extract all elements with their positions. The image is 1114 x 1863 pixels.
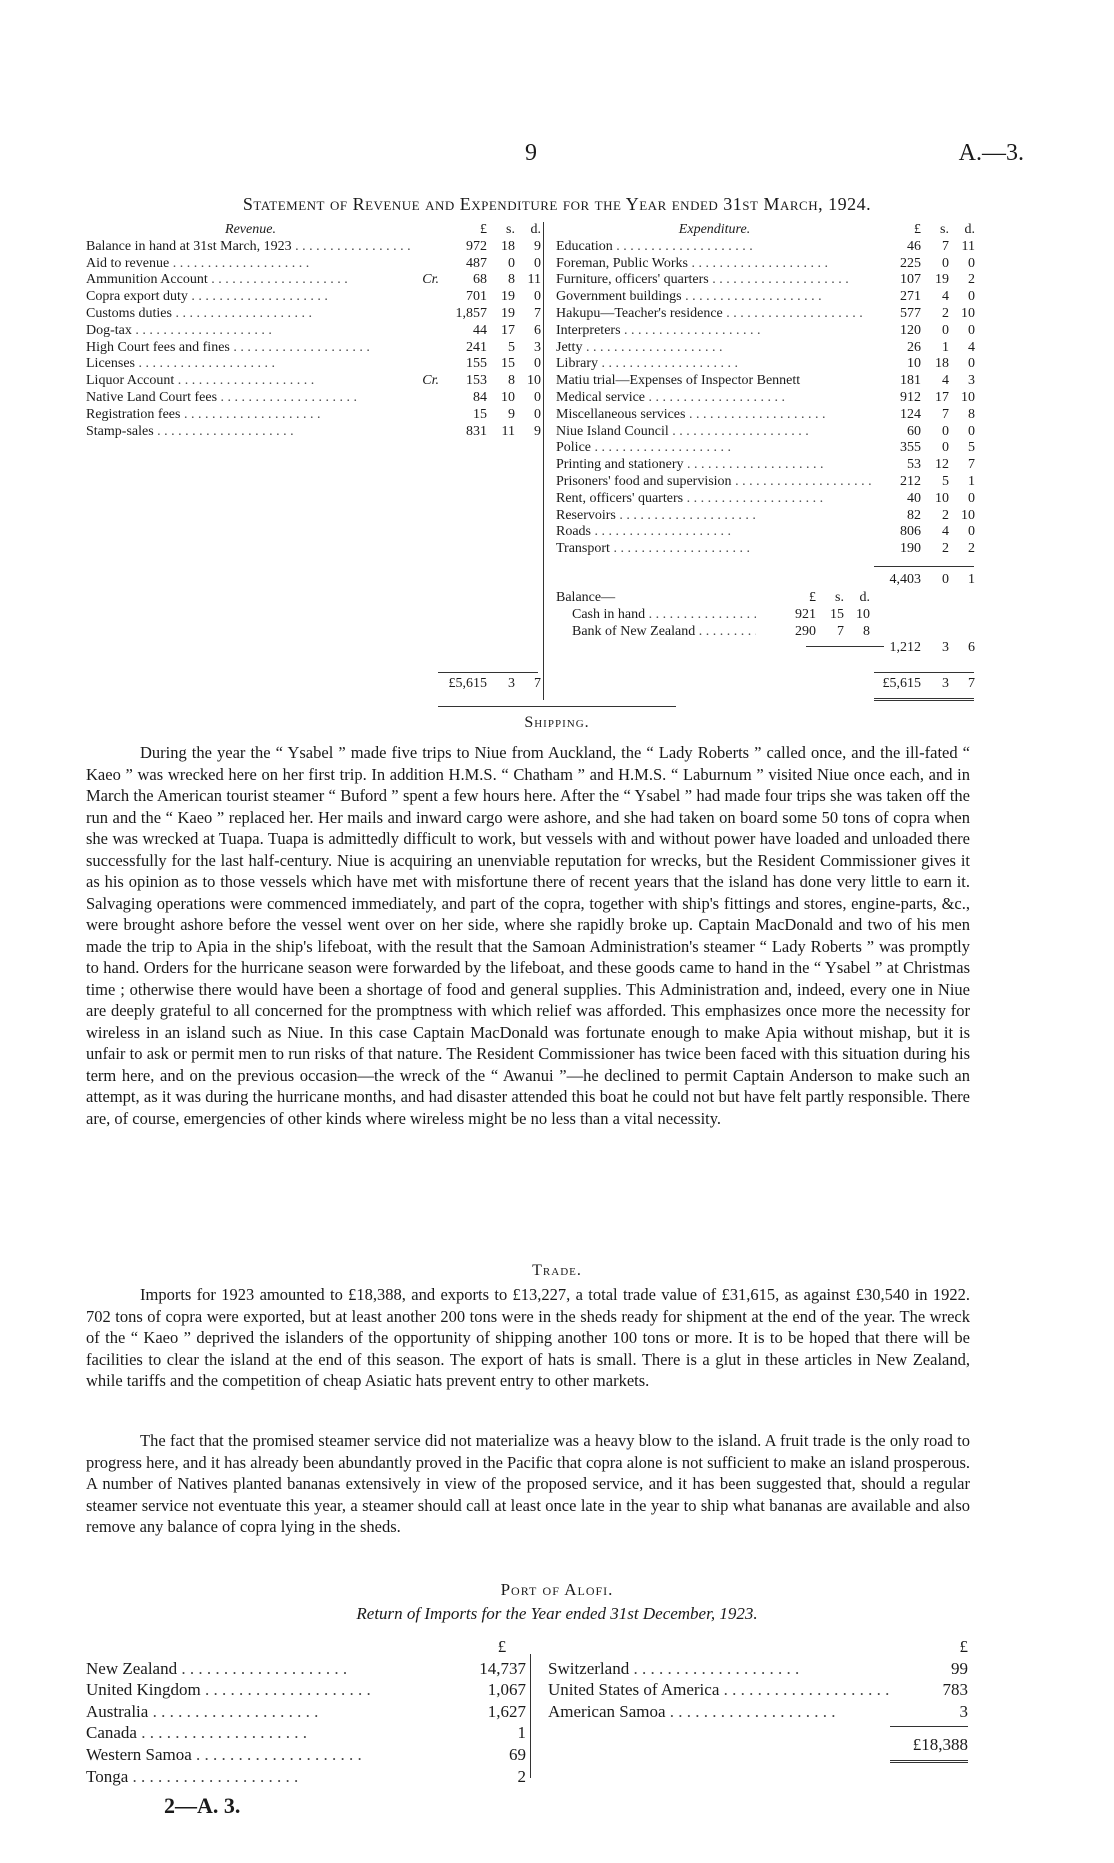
expenditure-pounds: 806 (900, 524, 921, 540)
expenditure-row (556, 440, 976, 457)
expenditure-total-row (556, 676, 976, 693)
expenditure-pounds: 212 (900, 473, 921, 489)
revenue-label: Stamp-sales . . (86, 424, 415, 441)
expenditure-pounds: 46 (907, 238, 921, 254)
expenditure-row (556, 457, 976, 474)
expenditure-total-pounds: £5,615 (882, 676, 921, 691)
trade-paragraph-1: Imports for 1923 amounted to £18,388, and exports to £13,227, a total trade value of £31,615, as against £30,540 in 1922. 702 tons of copra were exported, but at least another 200 tons were in the sheds ready for shipment at the end of the year. The wreck of the “ Kaeo ” deprived the islanders of the opportunity of shipping another 100 tons or more. It is to be hoped that there will be facilities to clear the island at the end of this season. The export of hats is small. There is a glut in these articles in New Zealand, while tariffs and the competition of cheap Asiatic hats prevent entry to other markets. (86, 1285, 970, 1390)
imports-right-table (548, 1636, 968, 1722)
revenue-label: Dog-tax . . (86, 323, 415, 340)
expenditure-shillings: 19 (935, 272, 949, 288)
expenditure-amount (873, 390, 975, 407)
trade-paragraph-2: The fact that the promised steamer service did not materialize was a heavy blow to the island. A fruit trade is the only road to progress here, and it has already been abundantly proved in the Pacific that copra alone is not sufficient to make an island prosperous. A number of Natives planted bananas extensively in view of the proposed service, and it has been suggested that, should a regular steamer service not eventuate this year, a steamer should call at least once late in the year to ship what bananas are available and also remove any balance of copra lying in the sheds. (86, 1431, 970, 1536)
import-country: Tonga . . (86, 1766, 448, 1788)
expenditure-row (556, 508, 976, 525)
revenue-prefix (415, 256, 439, 273)
expenditure-amount (873, 239, 975, 256)
expenditure-label: Furniture, officers' quarters . . (556, 272, 873, 289)
expenditure-table (556, 222, 976, 558)
expenditure-currency-header: £ s. d. (914, 222, 975, 237)
shipping-heading: Shipping. (524, 714, 590, 731)
revenue-label: Liquor Account . . (86, 373, 415, 390)
import-row (86, 1744, 526, 1766)
expenditure-shillings: 7 (942, 238, 949, 254)
import-amount: 3 (959, 1701, 968, 1721)
port-heading: Port of Alofi. (500, 1580, 614, 1599)
balance-item-pence: 10 (856, 606, 870, 622)
expenditure-amount (873, 306, 975, 323)
expenditure-pounds: 53 (907, 457, 921, 473)
balance-item-amount (756, 624, 870, 641)
expenditure-total-rule (874, 672, 974, 673)
expenditure-amount (873, 272, 975, 289)
balance-item-shillings: 15 (830, 606, 844, 622)
expenditure-label: Library . . (556, 356, 873, 373)
revenue-shillings: 17 (501, 322, 515, 338)
revenue-row (86, 340, 541, 357)
revenue-shillings: 5 (508, 339, 515, 355)
expenditure-row (556, 239, 976, 256)
expenditure-pounds: 181 (900, 373, 921, 389)
revenue-pounds: 84 (473, 389, 487, 405)
revenue-row (86, 323, 541, 340)
expenditure-pence: 0 (968, 423, 975, 439)
revenue-total-rule (438, 672, 538, 673)
revenue-row (86, 407, 541, 424)
revenue-pence: 0 (534, 289, 541, 305)
expenditure-pounds: 225 (900, 255, 921, 271)
expenditure-row (556, 390, 976, 407)
balance-row (556, 624, 976, 641)
revenue-total-pounds: £5,615 (448, 676, 487, 691)
balance-item-pounds: 290 (795, 623, 816, 639)
balance-item-pence: 8 (863, 623, 870, 639)
expenditure-double-rule (874, 698, 974, 701)
expenditure-pence: 0 (968, 289, 975, 305)
import-country: United Kingdom . . (86, 1679, 448, 1701)
statement-column-divider (543, 222, 544, 700)
revenue-row (86, 239, 541, 256)
expenditure-label: Interpreters . . (556, 323, 873, 340)
statement-title: Statement of Revenue and Expenditure for the Year ended 31st March, 1924. (242, 194, 872, 214)
expenditure-row (556, 340, 976, 357)
expenditure-shillings: 2 (942, 305, 949, 321)
expenditure-row (556, 306, 976, 323)
import-country: Australia . . (86, 1701, 448, 1723)
revenue-label: Ammunition Account . . (86, 272, 415, 289)
expenditure-pounds: 190 (900, 541, 921, 557)
revenue-pounds: 701 (466, 289, 487, 305)
expenditure-heading: Expenditure. (678, 222, 751, 237)
expenditure-shillings: 4 (942, 289, 949, 305)
revenue-amount (415, 340, 541, 357)
revenue-prefix: Cr. (422, 272, 439, 288)
expenditure-pence: 3 (968, 373, 975, 389)
revenue-label: Customs duties . . (86, 306, 415, 323)
import-country: New Zealand . . (86, 1658, 448, 1680)
import-row (548, 1701, 968, 1723)
balance-block (556, 590, 976, 640)
expenditure-row (556, 272, 976, 289)
expenditure-row (556, 524, 976, 541)
import-amount: 2 (517, 1766, 526, 1786)
balance-total-pounds: 1,212 (889, 640, 921, 655)
expenditure-pence: 8 (968, 406, 975, 422)
imports-total-row (548, 1734, 968, 1756)
expenditure-subtotal-rule (874, 566, 974, 567)
revenue-shillings: 19 (501, 305, 515, 321)
revenue-shillings: 8 (508, 272, 515, 288)
revenue-currency-header: £ s. d. (480, 222, 541, 237)
revenue-pounds: 153 (466, 373, 487, 389)
expenditure-amount (873, 373, 975, 390)
revenue-prefix (415, 323, 439, 340)
expenditure-amount (873, 356, 975, 373)
revenue-total-row (86, 676, 541, 693)
expenditure-shillings: 4 (942, 524, 949, 540)
expenditure-pounds: 124 (900, 406, 921, 422)
revenue-prefix (415, 239, 439, 256)
revenue-pence: 10 (527, 373, 541, 389)
revenue-prefix (415, 390, 439, 407)
expenditure-row (556, 424, 976, 441)
revenue-label: Registration fees . . (86, 407, 415, 424)
expenditure-amount (873, 323, 975, 340)
imports-left-table (86, 1636, 526, 1787)
revenue-pounds: 487 (466, 255, 487, 271)
expenditure-label: Reservoirs . . (556, 508, 873, 525)
expenditure-row (556, 491, 976, 508)
import-row (548, 1658, 968, 1680)
expenditure-amount (873, 474, 975, 491)
balance-row (556, 607, 976, 624)
balance-item-pounds: 921 (795, 606, 816, 622)
balance-label: Balance— (556, 590, 616, 605)
expenditure-label: Hakupu—Teacher's residence . . (556, 306, 873, 323)
balance-item-label: Cash in hand . . (556, 607, 756, 624)
expenditure-amount (873, 407, 975, 424)
revenue-row (86, 390, 541, 407)
imports-total-rule (890, 1726, 968, 1727)
imports-right-currency: £ (959, 1637, 968, 1656)
revenue-label: Balance in hand at 31st March, 1923 . . (86, 239, 415, 256)
expenditure-amount (873, 340, 975, 357)
expenditure-subtotal-pounds: 4,403 (889, 572, 921, 587)
balance-total-shillings: 3 (942, 640, 949, 655)
expenditure-amount (873, 440, 975, 457)
expenditure-amount (873, 508, 975, 525)
expenditure-shillings: 0 (942, 322, 949, 338)
revenue-shillings: 11 (501, 423, 515, 439)
revenue-shillings: 15 (501, 356, 515, 372)
import-amount: 69 (509, 1744, 526, 1764)
import-row (86, 1766, 526, 1788)
expenditure-pence: 2 (968, 272, 975, 288)
revenue-label: High Court fees and fines . . (86, 340, 415, 357)
imports-column-divider (530, 1654, 531, 1778)
revenue-amount (415, 407, 541, 424)
revenue-pence: 7 (534, 305, 541, 321)
expenditure-label: Transport . . (556, 541, 873, 558)
revenue-pounds: 44 (473, 322, 487, 338)
document-reference: A.—3. (958, 140, 1024, 166)
revenue-prefix (415, 356, 439, 373)
expenditure-label: Medical service . . (556, 390, 873, 407)
expenditure-pence: 5 (968, 440, 975, 456)
balance-total-pence: 6 (968, 640, 975, 655)
expenditure-label: Jetty . . (556, 340, 873, 357)
balance-total-row (556, 640, 976, 657)
revenue-row (86, 289, 541, 306)
expenditure-label: Education . . (556, 239, 873, 256)
import-amount: 1 (517, 1723, 526, 1743)
import-amount: 1,627 (487, 1701, 526, 1721)
expenditure-shillings: 4 (942, 373, 949, 389)
expenditure-amount (873, 289, 975, 306)
expenditure-row (556, 256, 976, 273)
expenditure-pence: 11 (961, 238, 975, 254)
revenue-shillings: 8 (508, 373, 515, 389)
expenditure-shillings: 5 (942, 473, 949, 489)
revenue-label: Licenses . . (86, 356, 415, 373)
balance-currency-header: £ s. d. (809, 590, 870, 605)
expenditure-subtotal-pence: 1 (968, 572, 975, 587)
expenditure-row (556, 323, 976, 340)
import-country: United States of America . . (548, 1679, 890, 1701)
expenditure-pounds: 271 (900, 289, 921, 305)
expenditure-pence: 10 (961, 507, 975, 523)
expenditure-row (556, 289, 976, 306)
expenditure-row (556, 407, 976, 424)
revenue-pence: 0 (534, 356, 541, 372)
expenditure-total-pence: 7 (968, 676, 975, 691)
balance-item-label: Bank of New Zealand . . (556, 624, 756, 641)
expenditure-label: Roads . . (556, 524, 873, 541)
revenue-shillings: 10 (501, 389, 515, 405)
statement-end-rule (438, 706, 676, 707)
revenue-pounds: 972 (466, 238, 487, 254)
expenditure-amount (873, 457, 975, 474)
revenue-row (86, 306, 541, 323)
expenditure-pounds: 120 (900, 322, 921, 338)
expenditure-shillings: 17 (935, 389, 949, 405)
import-amount: 1,067 (487, 1680, 526, 1700)
expenditure-row (556, 474, 976, 491)
import-amount: 14,737 (479, 1658, 526, 1678)
import-country: Canada . . (86, 1722, 448, 1744)
expenditure-pence: 2 (968, 541, 975, 557)
shipping-paragraph: During the year the “ Ysabel ” made five trips to Niue from Auckland, the “ Lady Roberts ” called once, and the ill-fated “ Kaeo ” was wrecked here on her first trip. In addition H.M.S. “ Chatham ” and H.M.S. “ Laburnum ” visited Niue once each, and in March the American tourist steamer “ Buford ” spent a few hours here. After the “ Ysabel ” had made four trips she was taken off the run and the “ Kaeo ” replaced her. Her mails and inward cargo were ashore, and she had taken on board some 50 tons of copra when she was wrecked at Tuapa. Tuapa is admittedly difficult to work, but vessels with and without power have loaded and unloaded there successfully for the last half-century. Niue is acquiring an unenviable reputation for wrecks, but the Resident Commissioner gives it as his opinion as to those vessels which have met with misfortune there of recent years that the island has done very little to earn it. Salvaging operations were commenced immediately, and part of the copra, together with ship's fittings and stores, engine-parts, &c., were brought ashore before the vessel went over on her side, where she rapidly broke up. Captain MacDonald and two of his men made the trip to Apia in the ship's lifeboat, with the result that the Samoan Administration's steamer “ Lady Roberts ” was promptly to hand. Orders for the hurricane season were forwarded by the lifeboat, and these goods came to hand in the “ Ysabel ” at Christmas time ; otherwise there would have been a shortage of food and general supplies. This Administration and, indeed, every one in Niue are deeply grateful to all concerned for the promptness with which relief was afforded. This emphasizes once more the necessity for wireless in an island such as Niue. In this case Captain MacDonald was fortunate enough to make Apia without mishap, but it is unfair to ask or permit men to run risks of that nature. The Resident Commissioner has twice been faced with this situation during his term here, and on the previous occasion—the wreck of the “ Awanui ”—he declined to permit Captain Anderson to make such an attempt, as it was during the hurricane months, and had disaster attended this boat he could not but have felt partly responsible. There are, of course, emergencies of other kinds where wireless might be no less than a vital necessity. (86, 743, 970, 1128)
expenditure-label: Rent, officers' quarters . . (556, 491, 873, 508)
expenditure-pence: 0 (968, 322, 975, 338)
expenditure-total-shillings: 3 (942, 676, 949, 691)
expenditure-label: Printing and stationery . . (556, 457, 873, 474)
expenditure-pounds: 82 (907, 507, 921, 523)
revenue-prefix (415, 306, 439, 323)
revenue-shillings: 9 (508, 406, 515, 422)
revenue-pence: 9 (534, 238, 541, 254)
imports-left-currency: £ (497, 1637, 507, 1656)
revenue-pounds: 155 (466, 356, 487, 372)
expenditure-amount (873, 541, 975, 558)
revenue-row (86, 356, 541, 373)
expenditure-shillings: 0 (942, 423, 949, 439)
imports-total: £18,388 (912, 1735, 968, 1754)
port-subheading: Return of Imports for the Year ended 31st December, 1923. (356, 1604, 758, 1623)
import-country: Switzerland . . (548, 1658, 890, 1680)
revenue-table (86, 222, 541, 440)
page-footer: 2—A. 3. (164, 1793, 241, 1818)
import-row (86, 1658, 526, 1680)
expenditure-row (556, 541, 976, 558)
revenue-row (86, 272, 541, 289)
import-row (86, 1679, 526, 1701)
revenue-amount (415, 256, 541, 273)
expenditure-shillings: 2 (942, 541, 949, 557)
expenditure-pence: 10 (961, 305, 975, 321)
expenditure-pence: 0 (968, 524, 975, 540)
revenue-amount (415, 424, 541, 441)
page-number: 9 (525, 140, 537, 166)
expenditure-pounds: 912 (900, 389, 921, 405)
expenditure-shillings: 18 (935, 356, 949, 372)
revenue-pounds: 1,857 (455, 305, 487, 321)
expenditure-label: Foreman, Public Works . . (556, 256, 873, 273)
expenditure-pence: 0 (968, 490, 975, 506)
revenue-row (86, 256, 541, 273)
expenditure-pence: 1 (968, 473, 975, 489)
revenue-heading: Revenue. (225, 222, 276, 237)
revenue-amount (415, 373, 541, 390)
expenditure-shillings: 7 (942, 406, 949, 422)
revenue-pence: 0 (534, 389, 541, 405)
expenditure-shillings: 0 (942, 255, 949, 271)
expenditure-amount (873, 524, 975, 541)
expenditure-pence: 4 (968, 339, 975, 355)
expenditure-subtotal-shillings: 0 (942, 572, 949, 587)
expenditure-pounds: 60 (907, 423, 921, 439)
import-amount: 783 (942, 1680, 968, 1700)
expenditure-pence: 7 (968, 457, 975, 473)
revenue-total-shillings: 3 (508, 676, 515, 691)
import-country: Western Samoa . . (86, 1744, 448, 1766)
expenditure-pounds: 355 (900, 440, 921, 456)
revenue-prefix (415, 407, 439, 424)
import-row (548, 1679, 968, 1701)
revenue-shillings: 0 (508, 255, 515, 271)
revenue-amount (415, 390, 541, 407)
revenue-prefix: Cr. (422, 373, 439, 389)
expenditure-pounds: 577 (900, 305, 921, 321)
expenditure-row (556, 373, 976, 390)
import-amount: 99 (951, 1658, 968, 1678)
expenditure-pence: 0 (968, 356, 975, 372)
expenditure-label: Miscellaneous services . . (556, 407, 873, 424)
revenue-prefix (415, 289, 439, 306)
expenditure-label: Government buildings . . (556, 289, 873, 306)
revenue-shillings: 19 (501, 289, 515, 305)
expenditure-label: Prisoners' food and supervision . . (556, 474, 873, 491)
revenue-amount (415, 289, 541, 306)
expenditure-shillings: 0 (942, 440, 949, 456)
revenue-label: Aid to revenue . . (86, 256, 415, 273)
revenue-amount (415, 356, 541, 373)
revenue-row (86, 424, 541, 441)
revenue-label: Copra export duty . . (86, 289, 415, 306)
balance-item-amount (756, 607, 870, 624)
expenditure-label: Matiu trial—Expenses of Inspector Bennett (556, 373, 801, 389)
revenue-header-row (86, 222, 541, 239)
expenditure-pounds: 26 (907, 339, 921, 355)
revenue-amount (415, 306, 541, 323)
revenue-label: Native Land Court fees . . (86, 390, 415, 407)
expenditure-pence: 10 (961, 389, 975, 405)
expenditure-label: Niue Island Council . . (556, 424, 873, 441)
revenue-pence: 6 (534, 322, 541, 338)
expenditure-shillings: 2 (942, 507, 949, 523)
revenue-prefix (415, 424, 439, 441)
revenue-pounds: 68 (473, 272, 487, 288)
revenue-pence: 0 (534, 406, 541, 422)
expenditure-label: Police . . (556, 440, 873, 457)
revenue-amount (415, 323, 541, 340)
expenditure-pounds: 40 (907, 490, 921, 506)
revenue-pence: 9 (534, 423, 541, 439)
expenditure-shillings: 12 (935, 457, 949, 473)
balance-item-shillings: 7 (837, 623, 844, 639)
revenue-pounds: 15 (473, 406, 487, 422)
revenue-prefix (415, 340, 439, 357)
import-row (86, 1701, 526, 1723)
revenue-amount (415, 239, 541, 256)
expenditure-pence: 0 (968, 255, 975, 271)
revenue-total-pence: 7 (534, 676, 541, 691)
expenditure-header-row (556, 222, 976, 239)
expenditure-pounds: 107 (900, 272, 921, 288)
imports-double-rule (890, 1760, 968, 1763)
import-row (86, 1722, 526, 1744)
revenue-pence: 0 (534, 255, 541, 271)
expenditure-amount (873, 256, 975, 273)
expenditure-subtotal-row (556, 572, 976, 589)
import-country: American Samoa . . (548, 1701, 890, 1723)
revenue-pounds: 241 (466, 339, 487, 355)
revenue-pence: 11 (527, 272, 541, 288)
expenditure-shillings: 10 (935, 490, 949, 506)
expenditure-shillings: 1 (942, 339, 949, 355)
revenue-amount (415, 272, 541, 289)
trade-heading: Trade. (532, 1262, 582, 1279)
revenue-shillings: 18 (501, 238, 515, 254)
revenue-pence: 3 (534, 339, 541, 355)
revenue-pounds: 831 (466, 423, 487, 439)
revenue-row (86, 373, 541, 390)
expenditure-pounds: 10 (907, 356, 921, 372)
expenditure-amount (873, 424, 975, 441)
expenditure-amount (873, 491, 975, 508)
expenditure-row (556, 356, 976, 373)
